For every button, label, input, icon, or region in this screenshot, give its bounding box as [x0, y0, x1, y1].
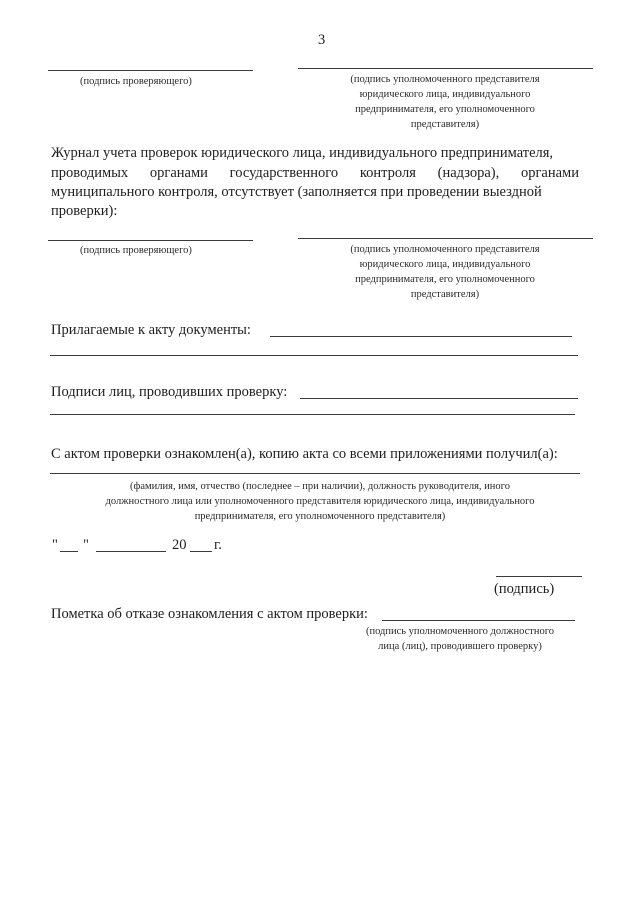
attached-documents-label: Прилагаемые к акту документы: [51, 322, 251, 338]
attached-documents-line [50, 355, 578, 356]
inspector-signature-line [48, 240, 253, 241]
representative-caption-line: юридического лица, индивидуального [359, 89, 531, 100]
inspectors-signatures-line [300, 398, 578, 399]
acquainted-caption-line: предпринимателя, его уполномоченного представителя) [194, 511, 446, 522]
representative-caption-line: юридического лица, индивидуального [359, 259, 531, 270]
signature-caption: (подпись) [494, 581, 555, 597]
inspectors-signatures-label: Подписи лиц, проводивших проверку: [51, 384, 288, 400]
date-year-line [190, 551, 212, 552]
date-quote-close: " [83, 537, 89, 553]
signature-line [496, 576, 582, 577]
inspector-signature-caption: (подпись проверяющего) [80, 76, 192, 87]
refusal-caption-line: (подпись уполномоченного должностного [365, 626, 555, 637]
representative-caption-line: предпринимателя, его уполномоченного [355, 104, 535, 115]
refusal-label: Пометка об отказе ознакомления с актом проверки: [51, 606, 368, 622]
representative-caption-line: (подпись уполномоченного представителя [350, 74, 540, 85]
date-day-line [60, 551, 78, 552]
representative-caption-line: представителя) [410, 119, 480, 130]
representative-caption-line: (подпись уполномоченного представителя [350, 244, 540, 255]
representative-signature-line [298, 238, 593, 239]
date-year-prefix: 20 [172, 537, 187, 553]
acquainted-caption-line: должностного лица или уполномоченного представителя юридического лица, индивидуального [105, 496, 535, 507]
inspector-signature-line [48, 70, 253, 71]
journal-text-line: проводимых органами государственного контроля (надзора), органами [51, 165, 579, 181]
inspector-signature-caption: (подпись проверяющего) [80, 245, 192, 256]
journal-text-line: муниципального контроля, отсутствует (заполняется при проведении выездной [51, 184, 542, 200]
representative-caption-line: предпринимателя, его уполномоченного [355, 274, 535, 285]
refusal-caption-line: лица (лиц), проводившего проверку) [378, 641, 542, 652]
page-number: 3 [318, 32, 326, 48]
refusal-signature-line [382, 620, 575, 621]
date-month-line [96, 551, 166, 552]
date-quote-open: " [52, 537, 58, 553]
journal-text-line: проверки): [51, 203, 118, 219]
attached-documents-line [270, 336, 572, 337]
inspectors-signatures-line [50, 414, 575, 415]
journal-text-line: Журнал учета проверок юридического лица, индивидуального предпринимателя, [51, 145, 554, 161]
representative-signature-line [298, 68, 593, 69]
representative-caption-line: представителя) [410, 289, 480, 300]
acquainted-label: С актом проверки ознакомлен(а), копию акта со всеми приложениями получил(а): [51, 446, 558, 462]
date-year-suffix: г. [214, 537, 222, 553]
acquainted-name-line [50, 473, 580, 474]
acquainted-caption-line: (фамилия, имя, отчество (последнее – при наличии), должность руководителя, иного [130, 481, 510, 492]
